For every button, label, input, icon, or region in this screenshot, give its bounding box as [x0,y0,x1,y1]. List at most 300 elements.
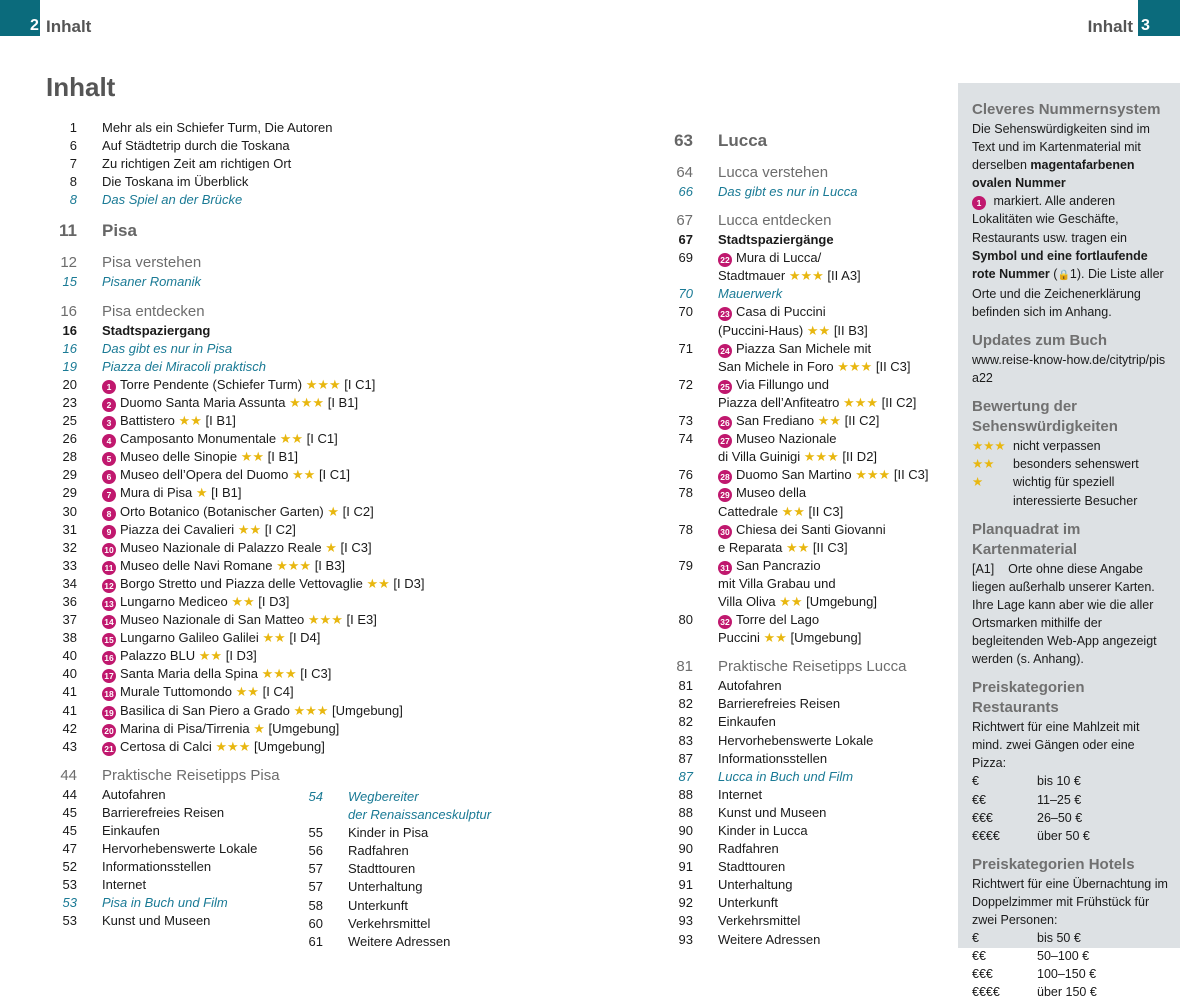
toc-entry[interactable] [662,840,952,858]
toc-entry[interactable] [292,860,552,878]
toc-entry-title [348,824,428,842]
rating-stars: ★★★ [843,394,878,410]
toc-entry-title [102,858,211,876]
legend-label: 50–100 € [1037,949,1090,964]
toc-entry[interactable] [662,750,952,768]
map-grid-reference: [Umgebung] [332,702,403,718]
map-grid-reference: [I B3] [314,557,346,573]
toc-entry-title [102,503,374,521]
sight-number-badge: 3 [102,416,116,430]
toc-entry[interactable] [46,557,586,575]
toc-entry-text: Kunst und Museen [102,913,211,929]
toc-entry[interactable] [662,231,952,249]
right-page-number: 3 [1141,17,1150,34]
legend-label: 26–50 € [1037,810,1083,825]
toc-entry-title [718,521,886,539]
toc-page-number: 33 [62,557,77,573]
toc-entry-text: Puccini [718,630,760,646]
sight-number-badge: 24 [718,344,732,358]
toc-page-number: 90 [678,841,693,857]
toc-entry[interactable] [46,412,586,430]
toc-entry-title [102,191,242,209]
toc-entry[interactable] [662,657,952,677]
toc-entry-text: Kinder in Pisa [348,825,429,841]
toc-entry-text: Piazza dei Miracoli praktisch [102,358,267,374]
toc-right-column [662,119,952,949]
toc-entry-text: Zu richtigen Zeit am richtigen Ort [102,156,292,172]
toc-entry-title [102,376,375,394]
sight-number-badge: 18 [102,687,116,701]
toc-entry[interactable] [662,211,952,231]
toc-entry[interactable] [46,593,586,611]
toc-page-number: 32 [62,539,77,555]
sight-number-badge: 10 [102,543,116,557]
toc-entry[interactable] [46,766,586,786]
toc-entry-text: Mehr als ein Schiefer Turm, Die Autoren [102,120,333,135]
toc-page-number: 91 [678,859,693,875]
toc-entry[interactable] [662,876,952,894]
toc-entry-text: Duomo Santa Maria Assunta [120,394,286,410]
toc-entry[interactable] [292,806,552,824]
toc-entry-title [718,750,827,768]
toc-page-number: 47 [62,841,77,857]
toc-entry[interactable] [46,137,586,155]
toc-page-number: 76 [678,467,693,483]
toc-entry[interactable] [292,842,552,860]
toc-page-number: 69 [678,250,693,266]
toc-entry-text: Lucca entdecken [718,212,832,230]
toc-entry-text: Radfahren [718,841,779,857]
toc-page-number: 11 [59,221,77,241]
toc-entry-text: Piazza dei Cavalieri [120,521,235,537]
toc-entry-text: Basilica di San Piero a Grado [120,702,290,718]
toc-entry[interactable] [46,119,586,137]
toc-entry[interactable] [662,611,952,629]
toc-entry-title [718,285,782,303]
toc-entry-title [718,695,840,713]
toc-entry[interactable] [662,322,952,340]
toc-entry[interactable] [662,557,952,575]
rating-stars: ★★ [763,630,787,646]
toc-entry[interactable] [46,430,586,448]
toc-page-number: 57 [308,861,323,877]
toc-page-number: 36 [62,593,77,609]
toc-entry-text: Lungarno Galileo Galilei [120,630,259,646]
toc-entry-text: Radfahren [348,843,409,859]
toc-entry-title [718,448,877,466]
toc-page-number: 40 [62,666,77,682]
toc-entry[interactable] [46,629,586,647]
toc-page-number: 80 [678,612,693,628]
toc-entry[interactable] [662,267,952,285]
toc-entry[interactable] [46,173,586,191]
map-grid-reference: [I C2] [342,503,374,519]
sight-number-badge: 23 [718,307,732,321]
toc-entry[interactable] [46,466,586,484]
toc-entry-title [718,303,826,321]
toc-entry-text: Das gibt es nur in Lucca [718,184,858,199]
toc-entry-title [102,702,403,720]
toc-entry[interactable] [662,376,952,394]
toc-entry[interactable] [46,448,586,466]
toc-entry[interactable] [662,677,952,695]
numbering-title: Cleveres Nummernsystem [972,101,1161,118]
map-grid-reference: [II C3] [808,503,844,519]
toc-entry[interactable] [46,376,586,394]
toc-entry[interactable] [46,575,586,593]
toc-entry[interactable] [46,647,586,665]
rating-stars: ★★ [178,413,202,429]
toc-entry[interactable] [662,183,952,201]
legend-row [972,827,1172,845]
toc-entry[interactable] [46,521,586,539]
map-grid-reference: [II C3] [875,358,911,374]
legend-label: wichtig für speziell interessierte Besucher [1013,475,1138,508]
toc-entry[interactable] [46,340,586,358]
rating-stars: ★★ [240,449,265,465]
price-symbol: €€€ [972,810,993,825]
toc-entry[interactable] [662,804,952,822]
rating-stars: ★★ [785,539,810,555]
map-grid-reference: [I C4] [262,684,294,700]
toc-entry-text: Santa Maria della Spina [120,666,259,682]
toc-entry-title [102,137,290,155]
toc-page-number: 38 [62,630,77,646]
rating-stars: ★ [325,539,337,555]
toc-entry-title [102,539,372,557]
map-grid-reference: [II B3] [833,322,868,338]
toc-entry[interactable] [662,695,952,713]
toc-entry[interactable] [662,912,952,930]
toc-page-number: 29 [62,467,77,483]
toc-page-number: 53 [62,877,77,893]
toc-entry[interactable] [46,358,586,376]
toc-entry-text: Internet [718,786,763,802]
toc-entry[interactable] [662,713,952,731]
toc-page-number: 81 [676,658,693,676]
restaurants-title: Preiskategorien Restaurants [972,679,1085,717]
rating-stars: ★★★ [837,358,873,374]
toc-entry-title [718,858,785,876]
map-grid-reference: [II C2] [881,394,917,410]
sight-number-badge: 5 [102,452,116,466]
toc-entry-title [718,786,762,804]
toc-entry[interactable] [292,824,552,842]
rating-stars: ★★★ [972,439,1006,454]
toc-entry[interactable] [662,858,952,876]
toc-entry-title [718,894,778,912]
toc-entry[interactable] [662,285,952,303]
sight-number-badge: 4 [102,434,116,448]
toc-entry-text: Einkaufen [102,823,160,838]
toc-entry-title [718,557,821,575]
toc-entry-text: Autofahren [102,786,166,802]
toc-page-number: 40 [62,648,77,664]
toc-entry-text: Cattedrale [718,503,778,519]
toc-entry[interactable] [662,768,952,786]
toc-entry[interactable] [46,484,586,502]
toc-page-number: 53 [62,913,77,929]
toc-entry[interactable] [46,503,586,521]
toc-entry-title [718,931,820,949]
toc-entry-title [718,732,873,750]
toc-entry-text: Duomo San Martino [736,467,852,483]
sight-number-badge: 9 [102,525,116,539]
rating-stars: ★★ [237,521,262,537]
toc-page-number: 88 [678,786,693,802]
toc-entry-text: Lucca [718,131,768,150]
toc-entry-title [718,183,857,201]
toc-page-number: 64 [676,164,693,181]
map-grid-reference: [Umgebung] [806,593,877,609]
map-grid-reference: [I C1] [306,431,338,447]
toc-entry-text: Chiesa dei Santi Giovanni [736,521,886,537]
toc-entry-text: Praktische Reisetipps Lucca [718,658,907,676]
toc-entry-text: Museo Nazionale di San Matteo [120,612,305,628]
rating-stars: ★★ [972,457,995,472]
toc-page-number: 57 [308,879,323,895]
rating-stars: ★★★ [215,738,251,754]
rating-stars: ★★★ [307,612,343,628]
toc-page-number: 20 [62,376,77,392]
legend-row [972,947,1172,965]
toc-entry-title [718,484,806,502]
map-grid-reference: [I C1] [318,467,351,483]
toc-entry-text: Mura di Pisa [120,485,193,501]
toc-entry-title [102,484,242,502]
toc-entry-text: Battistero [120,413,175,429]
toc-entry-title [718,804,826,822]
toc-entry-title [718,629,861,647]
toc-entry[interactable] [662,539,952,557]
toc-page-number: 70 [678,286,693,302]
toc-pisa-tips-column [292,788,552,951]
toc-entry[interactable] [662,394,952,412]
price-symbol: €€ [972,949,986,964]
toc-entry[interactable] [46,155,586,173]
toc-entry[interactable] [662,629,952,647]
toc-entry[interactable] [292,788,552,806]
toc-page-number: 92 [678,895,693,911]
rating-stars: ★ [327,503,340,519]
toc-entry[interactable] [662,412,952,430]
toc-entry[interactable] [46,302,586,322]
toc-entry-text: Die Toskana im Überblick [102,174,249,190]
toc-page-number: 56 [308,843,323,859]
toc-page-number: 42 [62,720,77,736]
toc-entry[interactable] [46,702,586,720]
toc-entry-title [102,219,137,243]
toc-entry[interactable] [292,933,552,951]
rating-stars: ★★ [231,593,255,609]
toc-entry[interactable] [46,191,586,209]
legend-row [972,473,1172,509]
legend-label: über 50 € [1037,828,1090,843]
toc-entry[interactable] [662,521,952,539]
toc-page-number: 67 [678,232,693,248]
toc-entry-text: Casa di Puccini [736,304,826,320]
toc-page-number: 45 [62,804,77,820]
toc-entry-text: Verkehrsmittel [718,913,801,929]
legend-label: bis 10 € [1037,774,1081,789]
toc-entry-title [718,249,821,267]
sight-number-badge: 12 [102,579,116,593]
toc-entry-title [102,611,377,629]
toc-entry-title [102,822,160,840]
rating-stars: ★★ [279,431,304,447]
toc-entry-text: Stadtmauer [718,268,786,284]
toc-entry[interactable] [662,786,952,804]
legend-row [972,809,1172,827]
toc-page-number: 79 [678,557,693,573]
toc-entry[interactable] [662,466,952,484]
toc-entry[interactable] [46,720,586,738]
toc-entry-title [718,129,767,153]
map-grid-reference: [Umgebung] [253,738,325,754]
toc-entry[interactable] [662,575,952,593]
sight-number-badge: 21 [102,742,116,756]
legend-row [972,437,1172,455]
sight-number-badge: 1 [102,380,116,394]
toc-page-number: 63 [674,131,693,150]
toc-page-number: 31 [62,521,77,537]
toc-entry[interactable] [662,303,952,321]
toc-entry[interactable] [662,358,952,376]
map-grid-reference: [I B1] [327,394,359,410]
sight-number-badge: 25 [718,380,732,394]
toc-entry[interactable] [292,897,552,915]
sight-number-badge: 22 [718,253,732,267]
toc-entry-title [718,768,853,786]
toc-entry-title [718,430,836,448]
toc-entry-title [718,840,779,858]
toc-entry-title [102,412,236,430]
toc-entry[interactable] [662,593,952,611]
toc-entry[interactable] [662,448,952,466]
toc-entry-text: der Renaissanceskulptur [348,807,492,823]
toc-page-number: 23 [62,394,77,410]
toc-page-number: 45 [62,823,77,838]
toc-entry[interactable] [46,394,586,412]
toc-entry-title [348,842,409,860]
toc-entry[interactable] [46,611,586,629]
toc-entry[interactable] [662,732,952,750]
sight-number-badge: 29 [718,488,732,502]
toc-page-number: 1 [69,120,77,135]
legend-row [972,965,1172,983]
toc-entry-text: Museo delle Navi Romane [120,557,273,573]
toc-entry[interactable] [662,931,952,949]
toc-entry[interactable] [46,219,586,243]
toc-entry[interactable] [46,322,586,340]
toc-page-number: 19 [62,358,77,374]
toc-entry[interactable] [46,253,586,273]
toc-page-number: 25 [62,413,77,429]
toc-entry[interactable] [46,738,586,756]
price-symbol: € [972,931,979,946]
toc-page-number: 54 [308,789,323,804]
toc-entry[interactable] [662,249,952,267]
toc-page-number: 16 [62,322,77,338]
toc-entry[interactable] [662,894,952,912]
toc-entry-title [718,677,782,695]
toc-entry-text: Murale Tuttomondo [120,684,233,700]
toc-entry[interactable] [662,340,952,358]
toc-entry-text: Via Fillungo und [736,376,829,392]
sight-number-badge: 15 [102,633,116,647]
toc-entry[interactable] [46,273,586,291]
toc-entry-text: Weitere Adressen [718,931,821,947]
toc-entry-text: Piazza dell’Anfiteatro [718,394,840,410]
toc-page-number: 53 [62,895,77,911]
toc-entry-title [718,912,800,930]
toc-entry-text: Das gibt es nur in Pisa [102,340,233,356]
map-grid-reference: [I B1] [267,449,298,465]
toc-entry[interactable] [662,129,952,153]
map-grid-reference: [I D3] [258,593,290,609]
toc-entry[interactable] [292,878,552,896]
toc-entry[interactable] [292,915,552,933]
toc-entry[interactable] [662,430,952,448]
price-symbol: € [972,774,979,789]
toc-entry[interactable] [662,503,952,521]
rating-stars: ★★ [198,648,223,664]
sight-number-badge: 14 [102,615,116,629]
legend-row [972,983,1172,1001]
rating-stars: ★ [253,720,265,736]
toc-entry[interactable] [662,822,952,840]
toc-entry[interactable] [662,484,952,502]
rating-stars: ★ [972,475,984,490]
toc-entry[interactable] [662,163,952,183]
legend-label: nicht verpassen [1013,439,1101,454]
toc-entry-text: Lungarno Mediceo [120,593,228,609]
map-grid-reference: [I C2] [264,521,296,537]
toc-entry-title [102,119,333,137]
sight-number-badge: 27 [718,434,732,448]
toc-page-number: 81 [678,678,693,694]
toc-entry-title [718,575,836,593]
updates-url[interactable]: www.reise-know-how.de/citytrip/pisa22 [972,353,1166,386]
sight-number-badge: 28 [718,470,732,484]
toc-entry-title [718,822,808,840]
toc-entry-text: Pisa in Buch und Film [102,895,228,911]
toc-entry[interactable] [46,683,586,701]
toc-page-number: 52 [62,859,77,875]
grid-text: [A1] Orte ohne diese Angabe liegen außerhalb unserer Karten. Ihre Lage kann aber wie die aller Ortsmarken mithilfe der begleitenden Web-App angezeigt werden (s. Anhang). [972,561,1157,667]
toc-entry-text: Weitere Adressen [348,933,451,949]
map-grid-reference: [I E3] [346,612,377,628]
toc-entry-title [718,593,877,611]
toc-entry[interactable] [46,539,586,557]
page-title: Inhalt [46,72,116,102]
rating-stars: ★★★ [803,449,839,465]
toc-entry[interactable] [46,665,586,683]
toc-entry-text: Unterhaltung [718,877,793,893]
toc-entry-text: Pisaner Romanik [102,274,201,290]
hotels-text: Richtwert für eine Übernachtung im Doppelzimmer mit Frühstück für zwei Personen: [972,876,1168,927]
toc-page-number: 7 [69,156,77,172]
toc-entry-title [102,302,205,322]
updates-title: Updates zum Buch [972,332,1108,350]
sight-number-badge: 19 [102,706,116,720]
sight-number-badge: 17 [102,669,116,683]
toc-entry-text: Unterkunft [718,895,778,911]
toc-entry-title [718,267,861,285]
sight-number-badge: 8 [102,507,116,521]
rating-stars: ★★ [779,593,803,609]
toc-entry-title [102,358,266,376]
